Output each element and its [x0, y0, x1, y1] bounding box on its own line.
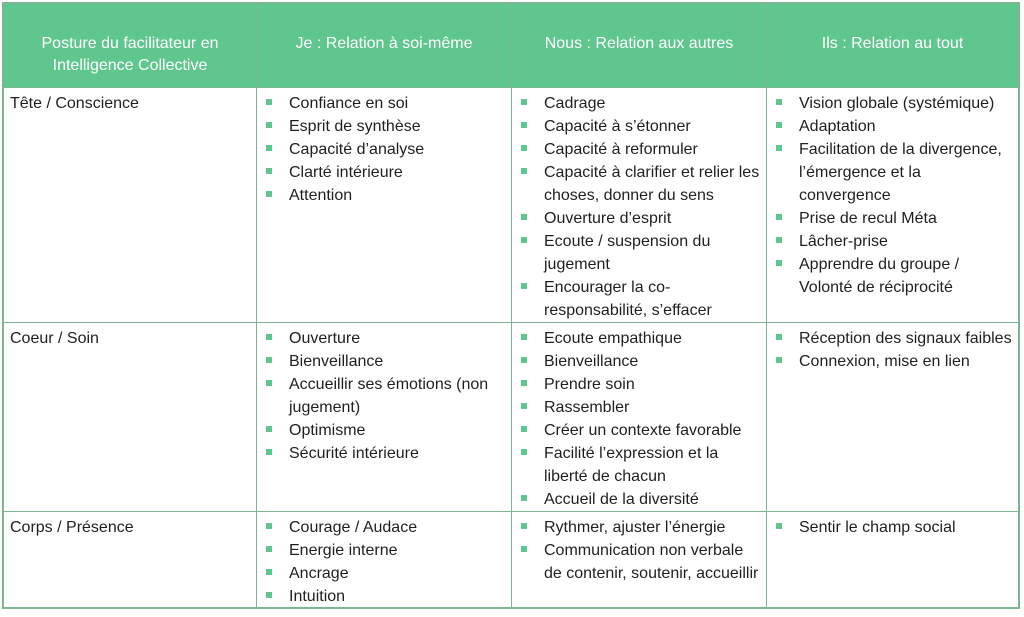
list-item: Esprit de synthèse	[263, 115, 507, 138]
header-posture	[4, 4, 257, 87]
list-item: Ancrage	[263, 562, 507, 585]
bullet-list	[512, 512, 766, 585]
list-item: Prendre soin	[518, 373, 762, 396]
bullet-list	[257, 88, 511, 207]
cell-ils	[767, 88, 1018, 322]
header-text: Ils : Relation au tout	[821, 35, 964, 52]
bullet-list	[257, 512, 511, 608]
list-item: Confiance en soi	[263, 92, 507, 115]
table-row	[4, 511, 1018, 607]
list-item: Créer un contexte favorable	[518, 419, 762, 442]
list-item: Communication non verbale de contenir, soutenir, accueillir	[518, 539, 762, 585]
posture-table	[2, 2, 1020, 609]
header-text: Nous : Relation aux autres	[544, 35, 734, 52]
list-item: Ecoute empathique	[518, 327, 762, 350]
list-item: Accueillir ses émotions (non jugement)	[263, 373, 507, 419]
list-item: Connexion, mise en lien	[773, 350, 1014, 373]
cell-nous	[512, 323, 767, 511]
list-item: Facilité l’expression et la liberté de chacun	[518, 442, 762, 488]
list-item: Ouverture d’esprit	[518, 207, 762, 230]
row-label: Corps / Présence	[4, 512, 257, 607]
list-item: Ouverture	[263, 327, 507, 350]
list-item: Clarté intérieure	[263, 161, 507, 184]
list-item: Intuition	[263, 585, 507, 608]
header-nous	[512, 4, 767, 87]
row-label: Tête / Conscience	[4, 88, 257, 322]
list-item: Réception des signaux faibles	[773, 327, 1014, 350]
list-item: Facilitation de la divergence, l’émergence et la convergence	[773, 138, 1014, 207]
list-item: Attention	[263, 184, 507, 207]
list-item: Prise de recul Méta	[773, 207, 1014, 230]
bullet-list	[512, 323, 766, 511]
list-item: Accueil de la diversité	[518, 488, 762, 511]
list-item: Rassembler	[518, 396, 762, 419]
cell-nous	[512, 512, 767, 607]
list-item: Capacité d’analyse	[263, 138, 507, 161]
bullet-list	[767, 323, 1018, 373]
list-item: Optimisme	[263, 419, 507, 442]
bullet-list	[512, 88, 766, 322]
cell-nous	[512, 88, 767, 322]
header-text: Je : Relation à soi-même	[295, 35, 473, 52]
list-item: Encourager la co-responsabilité, s’effacer	[518, 276, 762, 322]
header-je	[257, 4, 512, 87]
bullet-list	[767, 88, 1018, 299]
cell-je	[257, 88, 512, 322]
list-item: Courage / Audace	[263, 516, 507, 539]
list-item: Adaptation	[773, 115, 1014, 138]
list-item: Vision globale (systémique)	[773, 92, 1014, 115]
table-header-row	[4, 4, 1018, 87]
bullet-list	[767, 512, 1018, 539]
list-item: Sentir le champ social	[773, 516, 1014, 539]
cell-ils	[767, 323, 1018, 511]
list-item: Capacité à s’étonner	[518, 115, 762, 138]
list-item: Ecoute / suspension du jugement	[518, 230, 762, 276]
list-item: Capacité à clarifier et relier les choses, donner du sens	[518, 161, 762, 207]
row-label: Coeur / Soin	[4, 323, 257, 511]
cell-je	[257, 512, 512, 607]
cell-ils	[767, 512, 1018, 607]
list-item: Energie interne	[263, 539, 507, 562]
list-item: Capacité à reformuler	[518, 138, 762, 161]
list-item: Sécurité intérieure	[263, 442, 507, 465]
list-item: Lâcher-prise	[773, 230, 1014, 253]
cell-je	[257, 323, 512, 511]
table-row	[4, 322, 1018, 511]
list-item: Apprendre du groupe / Volonté de réciprocité	[773, 253, 1014, 299]
list-item: Bienveillance	[263, 350, 507, 373]
list-item: Rythmer, ajuster l’énergie	[518, 516, 762, 539]
bullet-list	[257, 323, 511, 465]
table-row	[4, 87, 1018, 322]
list-item: Bienveillance	[518, 350, 762, 373]
list-item: Cadrage	[518, 92, 762, 115]
header-text: Posture du facilitateur en Intelligence Collective	[41, 35, 219, 74]
header-ils	[767, 4, 1018, 87]
